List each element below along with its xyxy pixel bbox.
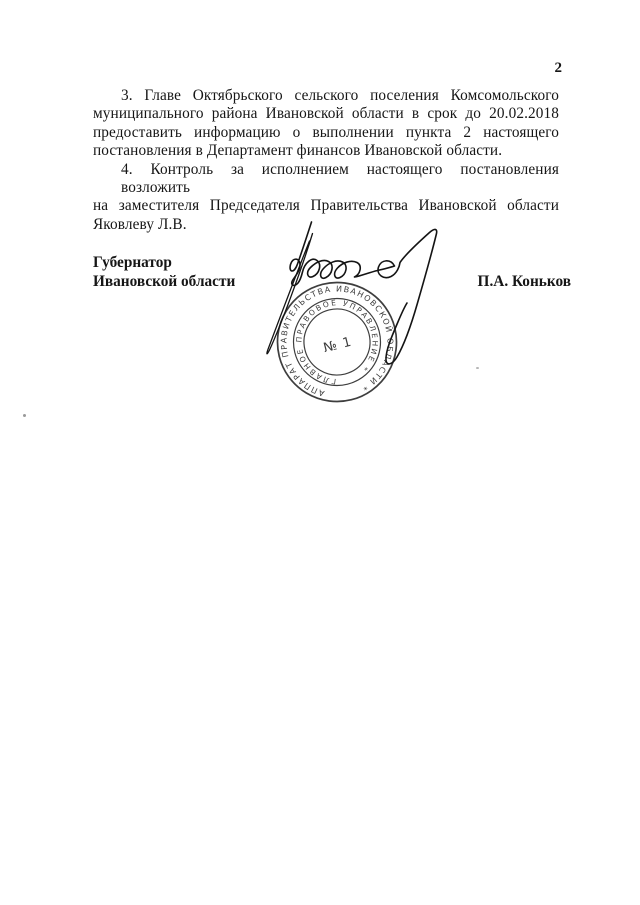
official-round-stamp [265, 270, 409, 414]
text-line: на заместителя Председателя Правительства Ивановской области [93, 197, 559, 215]
signer-position-line1: Губернатор [93, 254, 172, 271]
stamp-outer-ring-label: АППАРАТ ПРАВИТЕЛЬСТВА ИВАНОВСКОЙ ОБЛАСТИ * [279, 284, 395, 398]
stamp-inner-ring-label: ГЛАВНОЕ ПРАВОВОЕ УПРАВЛЕНИЕ * [294, 297, 380, 387]
text-line: муниципального района Ивановской области в срок до 20.02.2018 [93, 105, 559, 123]
scan-speck [23, 414, 26, 417]
signer-position-line2: Ивановской области [93, 272, 236, 290]
signer-position-title [93, 254, 235, 291]
stamp-number-label: № 1 [321, 334, 354, 357]
paragraph [93, 87, 559, 161]
scan-speck [476, 367, 479, 369]
text-line: предоставить информацию о выполнении пункта 2 настоящего [93, 123, 559, 141]
text-line: Яковлеву Л.В. [93, 215, 187, 233]
text-line: 4. Контроль за исполнением настоящего постановления возложить [121, 160, 559, 197]
stamp-and-signature-area [230, 205, 490, 420]
text-line: постановления в Департамент финансов Ивановской области. [93, 142, 503, 160]
page-number: 2 [554, 60, 562, 76]
signer-name: П.А. Коньков [477, 273, 571, 290]
text-line: 3. Главе Октябрьского сельского поселения Комсомольского [121, 87, 559, 104]
signature-needle-stroke [267, 234, 313, 354]
